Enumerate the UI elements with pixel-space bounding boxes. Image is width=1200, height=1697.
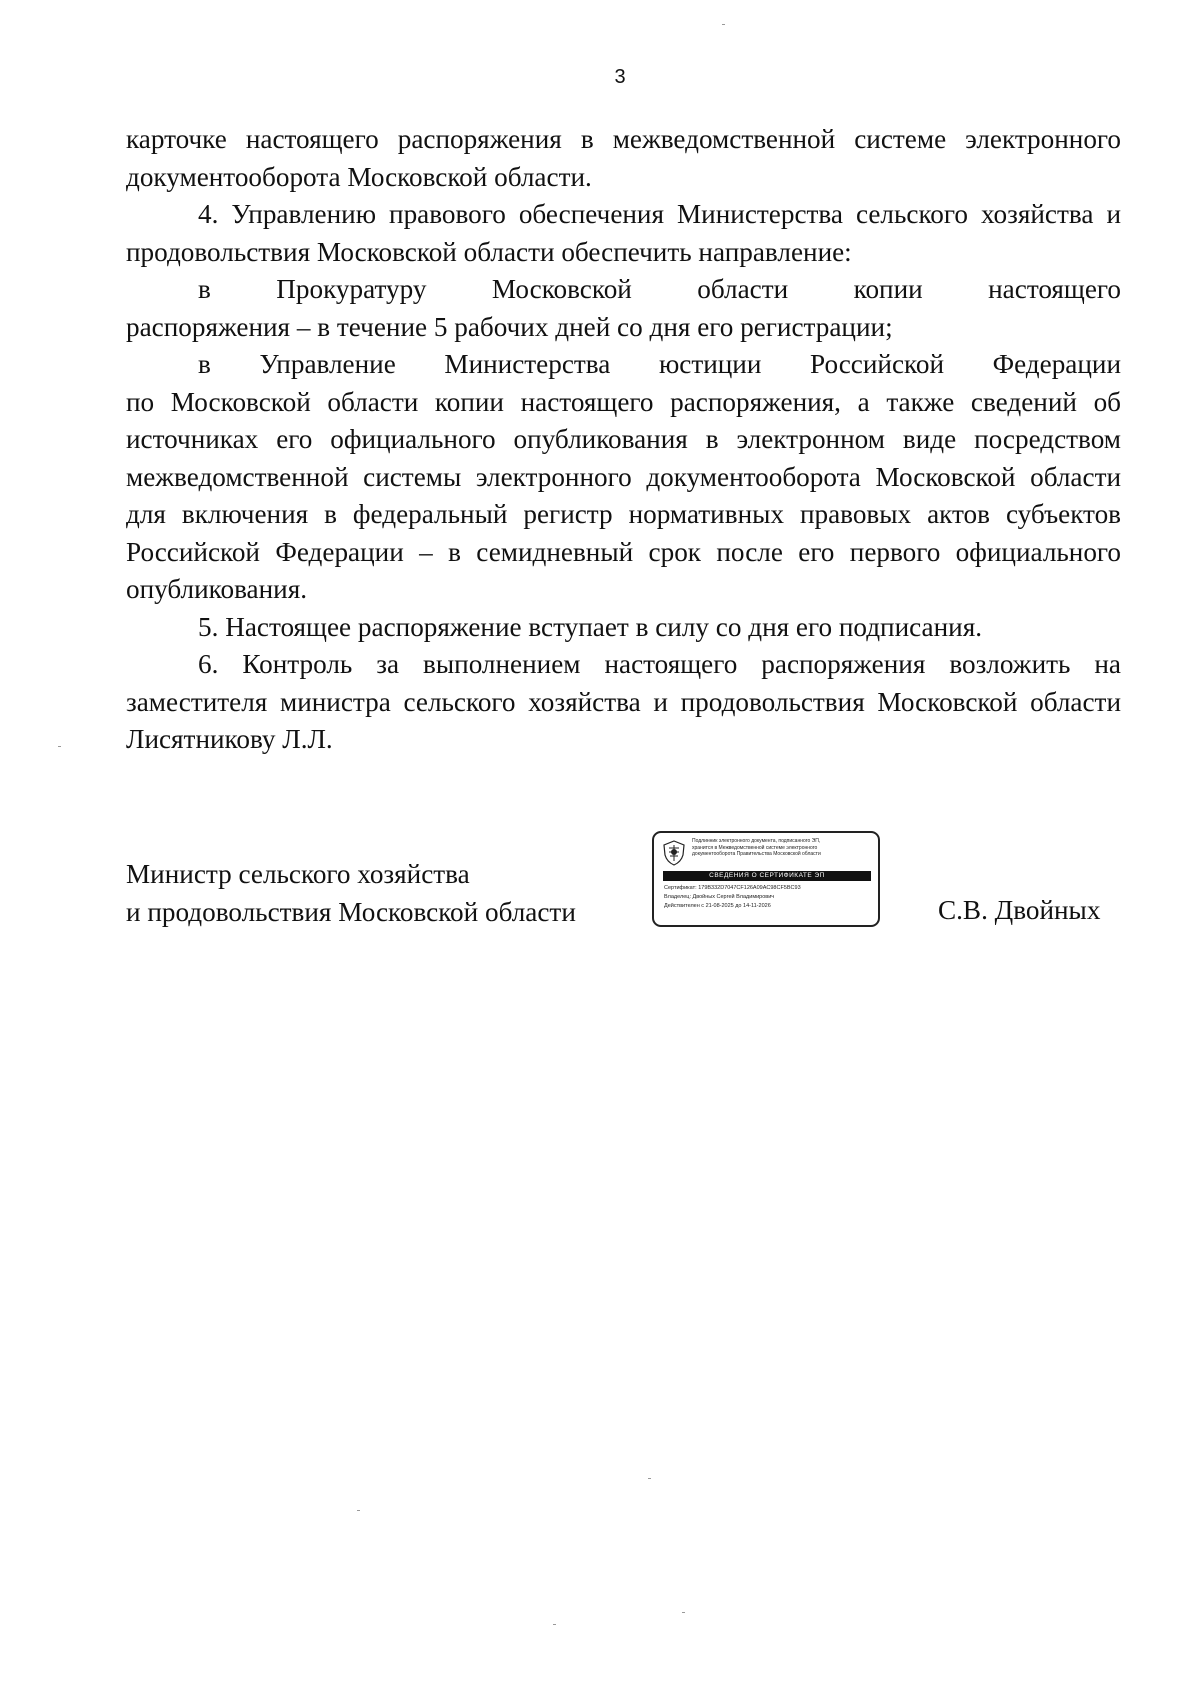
paragraph-prosecutor-line: в Прокуратуру Московской области копии настоящего <box>198 274 1121 304</box>
scan-speck <box>58 746 61 747</box>
paragraph-item-5: 5. Настоящее распоряжение вступает в силу со дня его подписания. <box>198 611 983 642</box>
scan-speck <box>357 1510 360 1511</box>
paragraph-item-6: 6. Контроль за выполнением настоящего распоряжения возложить на заместителя министра сельского хозяйства и продовольствия Московской области Лисятникову Л.Л. <box>126 649 1121 754</box>
stamp-header-text: Подлинник электронного документа, подписанного ЭП, хранится в Межведомственной системе электронного документооборота Правительства Московской области <box>692 838 821 858</box>
scan-speck <box>648 1478 651 1479</box>
paragraph-continuation: карточке настоящего распоряжения в межведомственной системе электронного документооборота Московской области. <box>126 124 1121 192</box>
signatory-title-line-2: и продовольствия Московской области <box>126 896 576 927</box>
electronic-signature-stamp <box>652 831 880 927</box>
signatory-title-line-1: Министр сельского хозяйства <box>126 859 470 889</box>
document-body <box>126 121 1121 759</box>
stamp-validity: Действителен с 21-08-2025 до 14-11-2026 <box>664 903 771 909</box>
signatory-name: С.В. Двойных <box>938 895 1101 925</box>
scan-speck <box>553 1624 556 1625</box>
stamp-certificate-heading: СВЕДЕНИЯ О СЕРТИФИКАТЕ ЭП <box>663 871 871 881</box>
paragraph-justice-line: в Управление Министерства юстиции Российской Федерации <box>198 349 1121 379</box>
paragraph-prosecutor-rest: распоряжения – в течение 5 рабочих дней со дня его регистрации; <box>126 311 893 342</box>
paragraph-justice-rest: по Московской области копии настоящего распоряжения, а также сведений об источниках его официального опубликования в электронном виде посредством межведомственной системы электронного документооборота Московской области для включения в федеральный регистр нормативных правовых актов субъектов Российской Федерации – в семидневный срок после его первого официального опубликования. <box>126 386 1121 604</box>
stamp-owner: Владелец: Двойных Сергей Владимирович <box>664 894 775 900</box>
coat-of-arms-icon <box>661 839 687 867</box>
stamp-certificate-number: Сертификат: 179B332D7047CF126A09AC98CF5BC93 <box>664 885 801 891</box>
signatory-title <box>126 856 576 931</box>
scan-speck <box>722 24 725 25</box>
paragraph-item-4: 4. Управлению правового обеспечения Министерства сельского хозяйства и продовольствия Московской области обеспечить направление: <box>126 199 1121 267</box>
page-number: 3 <box>614 66 626 88</box>
scan-speck <box>682 1612 685 1613</box>
